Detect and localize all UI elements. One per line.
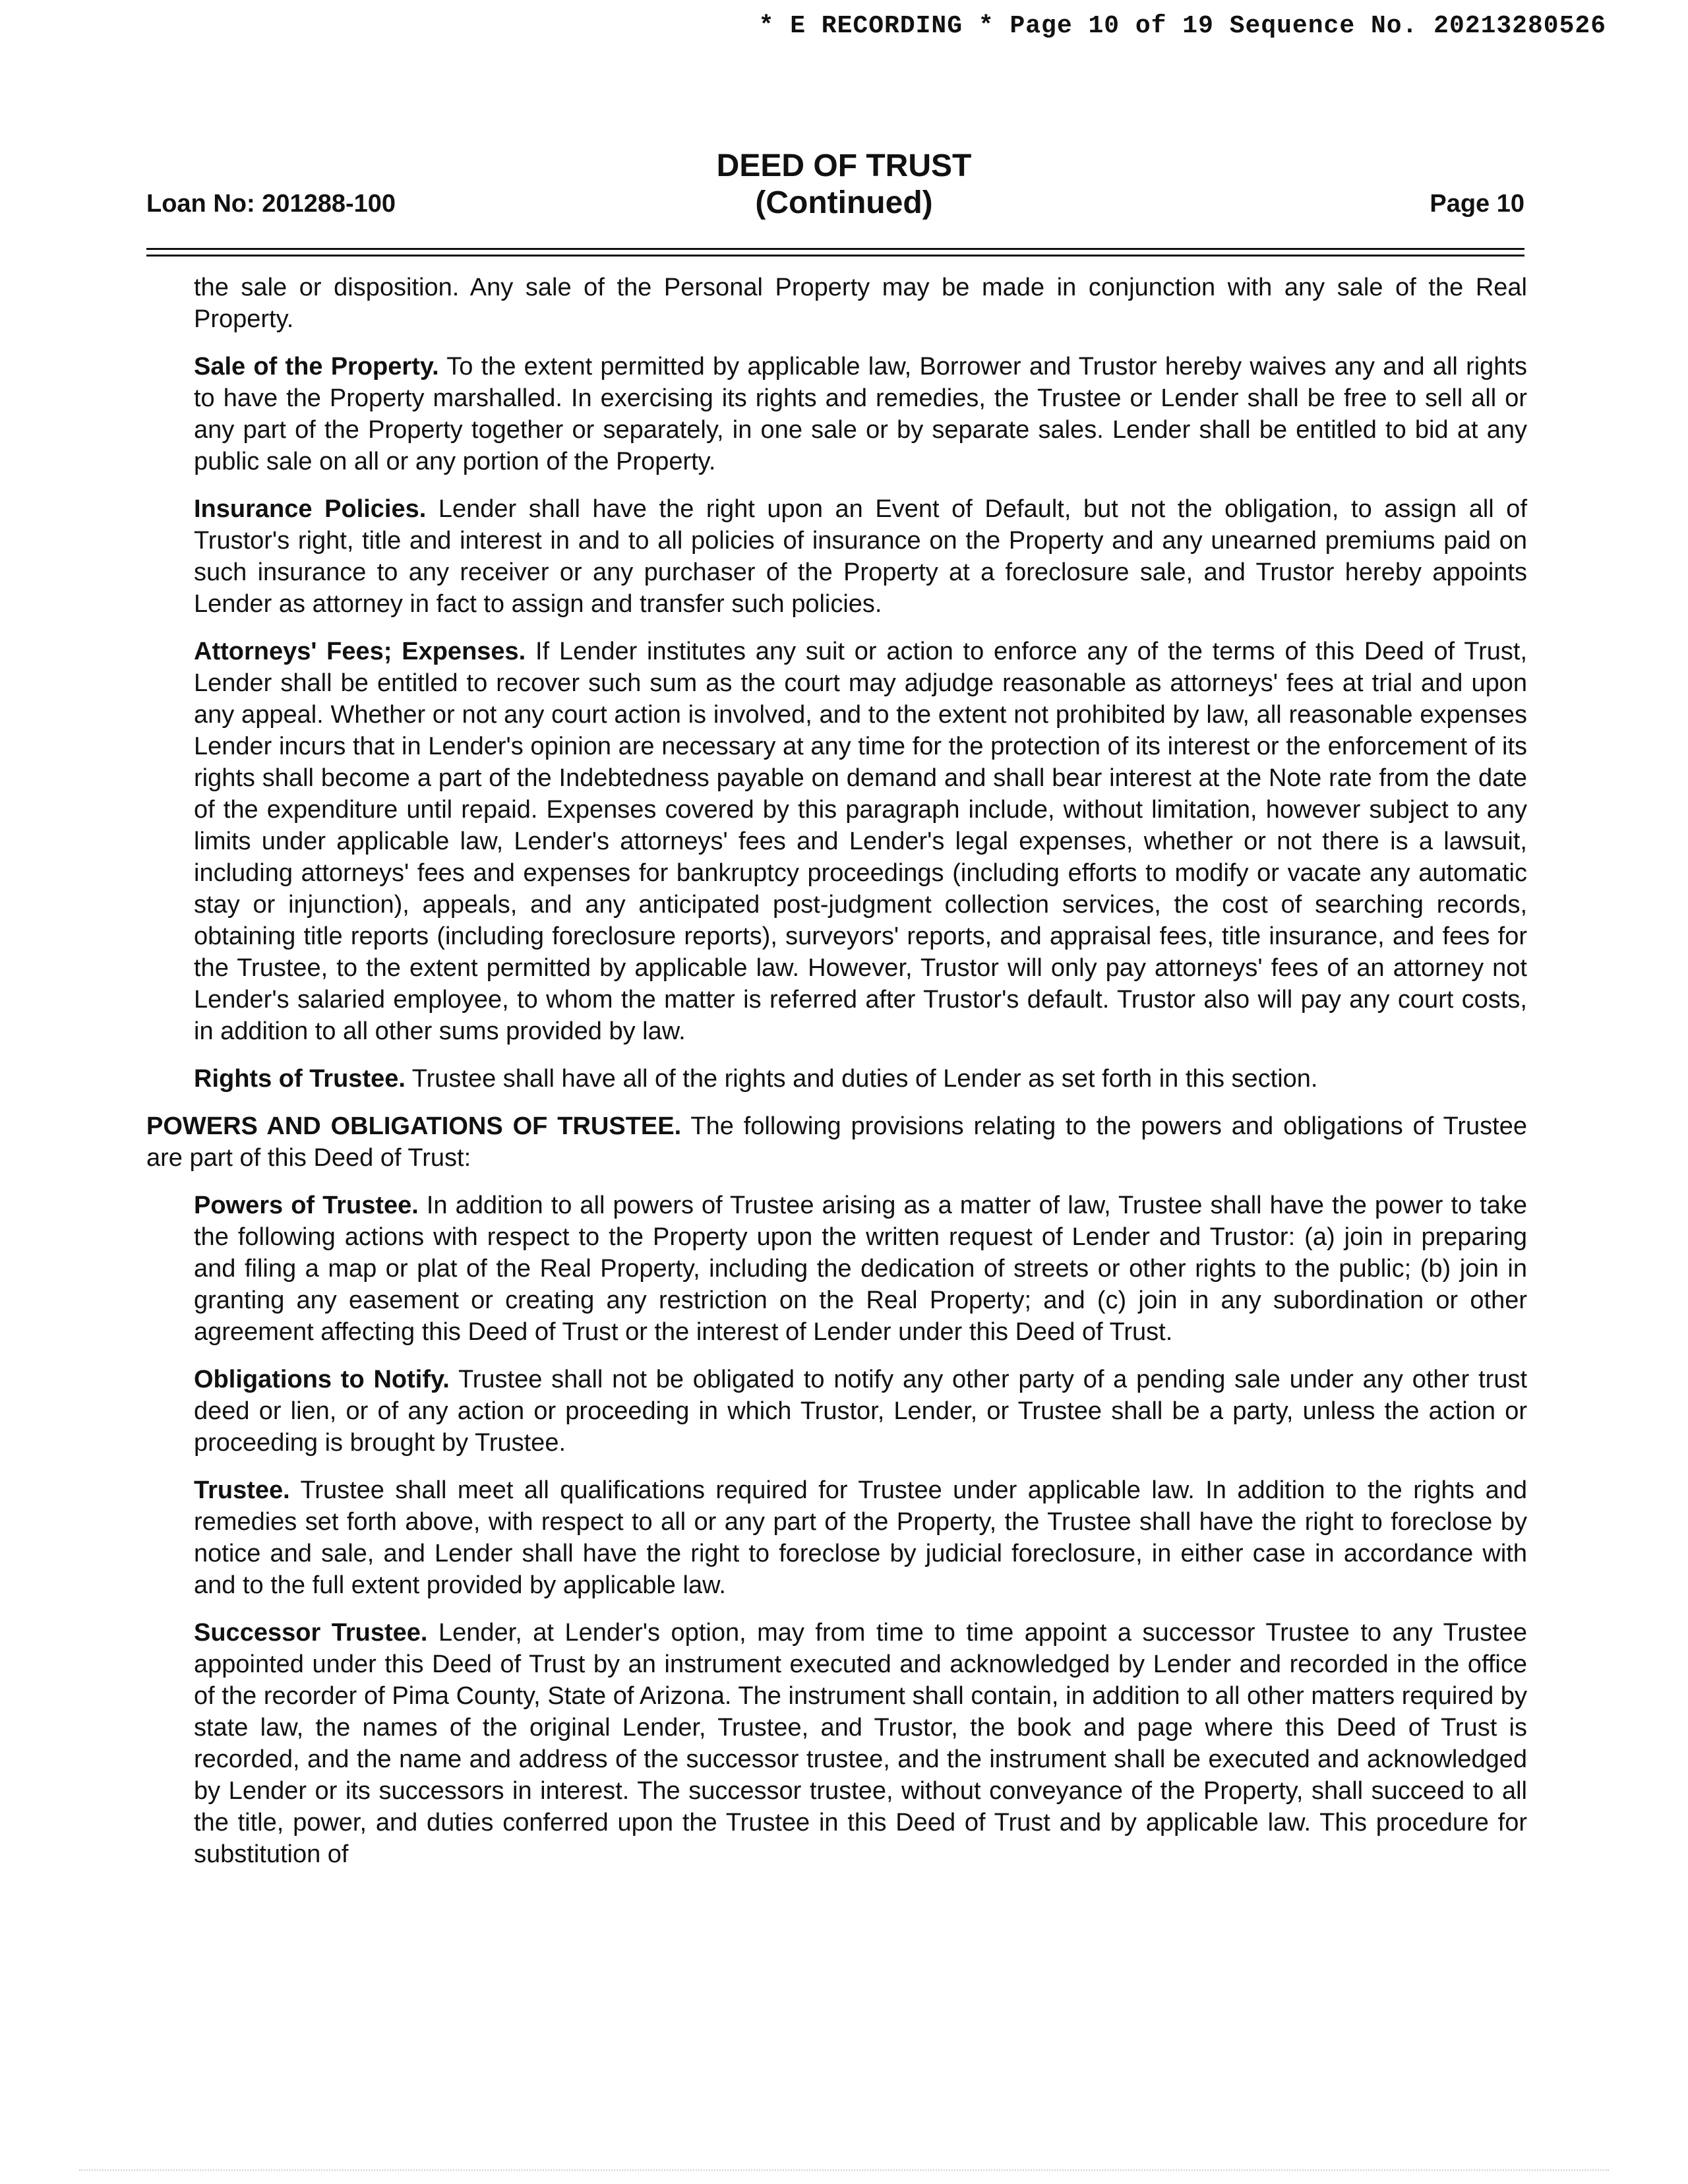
paragraph-text: Lender, at Lender's option, may from time to time appoint a successor Trustee to any Trustee appointed under this Deed of Trust by an instrument executed and acknowledged by Lender and recorded in the office of the recorder of Pima County, State of Arizona. The instrument shall contain, in addition to all other matters required by state law, the names of the original Lender, Trustee, and Trustor, the book and page where this Deed of Trust is recorded, and the name and address of the successor trustee, and the instrument shall be executed and acknowledged by Lender or its successors in interest. The successor trustee, without conveyance of the Property, shall succeed to all the title, power, and duties conferred upon the Trustee in this Deed of Trust and by applicable law. This procedure for substitution of xyxy=(194,1619,1528,1868)
section-heading: Attorneys' Fees; Expenses. xyxy=(194,638,526,665)
paragraph-sale-disposition xyxy=(194,272,1527,335)
paragraph-obligations-to-notify xyxy=(194,1364,1527,1459)
paragraph-text: Trustee shall not be obligated to notify any other party of a pending sale under any other trust deed or lien, or of any action or proceeding in which Trustor, Lender, or Trustee shall be a party, unless the action or proceeding is brought by Trustee. xyxy=(194,1366,1528,1457)
paragraph-text: The following provisions relating to the powers and obligations of Trustee are part of this Deed of Trust: xyxy=(146,1112,1527,1172)
section-heading: Sale of the Property. xyxy=(194,353,439,380)
paragraph-attorneys-fees xyxy=(194,636,1527,1047)
paragraph-text: In addition to all powers of Trustee arising as a matter of law, Trustee shall have the power to take the following actions with respect to the Property upon the written request of Lender and Trustor: (a) join in preparing and filing a map or plat of the Real Property, including the dedication of streets or other rights to the public; (b) join in granting any easement or creating any restriction on the Real Property; and (c) join in any subordination or other agreement affecting this Deed of Trust or the interest of Lender under this Deed of Trust. xyxy=(194,1192,1527,1346)
recording-stamp: * E RECORDING * Page 10 of 19 Sequence No. 20213280526 xyxy=(758,12,1606,40)
paragraph-rights-of-trustee xyxy=(194,1063,1527,1095)
loan-number: Loan No: 201288-100 xyxy=(146,190,396,218)
section-heading: Powers of Trustee. xyxy=(194,1192,419,1219)
section-heading: Insurance Policies. xyxy=(194,495,427,523)
document-title: DEED OF TRUST xyxy=(716,148,972,183)
paragraph-insurance-policies xyxy=(194,493,1527,620)
document-subtitle: (Continued) xyxy=(755,185,933,220)
paragraph-text: Trustee shall have all of the rights and duties of Lender as set forth in this section. xyxy=(411,1065,1318,1093)
paragraph-powers-obligations xyxy=(146,1110,1527,1174)
section-heading: Successor Trustee. xyxy=(194,1619,428,1647)
header-divider xyxy=(146,255,1524,257)
page-number: Page 10 xyxy=(1430,190,1524,218)
paragraph-text: Trustee shall meet all qualifications required for Trustee under applicable law. In addition to the rights and remedies set forth above, with respect to all or any part of the Property, the Trustee shall have the right to foreclose by notice and sale, and Lender shall have the right to foreclose by judicial foreclosure, in either case in accordance with and to the full extent provided by applicable law. xyxy=(194,1476,1527,1599)
paragraph-text: To the extent permitted by applicable law, Borrower and Trustor hereby waives any and all rights to have the Property marshalled. In exercising its rights and remedies, the Trustee or Lender shall be free to sell all or any part of the Property together or separately, in one sale or by separate sales. Lender shall be entitled to bid at any public sale on all or any portion of the Property. xyxy=(194,353,1527,475)
paragraph-trustee xyxy=(194,1474,1527,1601)
paragraph-text: If Lender institutes any suit or action to enforce any of the terms of this Deed of Trust, Lender shall be entitled to recover such sum as the court may adjudge reasonable as attorneys' fees at trial and upon any appeal. Whether or not any court action is involved, and to the extent not prohibited by law, all reasonable expenses Lender incurs that in Lender's opinion are necessary at any time for the protection of its interest or the enforcement of its rights shall become a part of the Indebtedness payable on demand and shall bear interest at the Note rate from the date of the expenditure until repaid. Expenses covered by this paragraph include, without limitation, however subject to any limits under applicable law, Lender's attorneys' fees and Lender's legal expenses, whether or not there is a lawsuit, including attorneys' fees and expenses for bankruptcy proceedings (including efforts to modify or vacate any automatic stay or injunction), appeals, and any anticipated post-judgment collection services, the cost of searching records, obtaining title reports (including foreclosure reports), surveyors' reports, and appraisal fees, title insurance, and fees for the Trustee, to the extent permitted by applicable law. However, Trustor will only pay attorneys' fees of an attorney not Lender's salaried employee, to whom the matter is referred after Trustor's default. Trustor also will pay any court costs, in addition to all other sums provided by law. xyxy=(194,638,1528,1045)
paragraph-successor-trustee xyxy=(194,1617,1527,1870)
section-heading: Trustee. xyxy=(194,1476,290,1504)
section-heading: Rights of Trustee. xyxy=(194,1065,406,1093)
section-heading: POWERS AND OBLIGATIONS OF TRUSTEE. xyxy=(146,1112,682,1140)
paragraph-powers-of-trustee xyxy=(194,1190,1527,1348)
paragraph-sale-of-property xyxy=(194,351,1527,477)
header-divider xyxy=(146,248,1524,250)
paragraph-text: Lender shall have the right upon an Event of Default, but not the obligation, to assign all of Trustor's right, title and interest in and to all policies of insurance on the Property and any unearned premiums paid on such insurance to any receiver or any purchaser of the Property at a foreclosure sale, and Trustor hereby appoints Lender as attorney in fact to assign and transfer such policies. xyxy=(194,495,1528,618)
document-body xyxy=(146,272,1527,1886)
paragraph-text: the sale or disposition. Any sale of the Personal Property may be made in conjunction with any sale of the Real Property. xyxy=(194,274,1527,333)
scan-artifact-line xyxy=(79,2169,1609,2171)
section-heading: Obligations to Notify. xyxy=(194,1366,450,1393)
